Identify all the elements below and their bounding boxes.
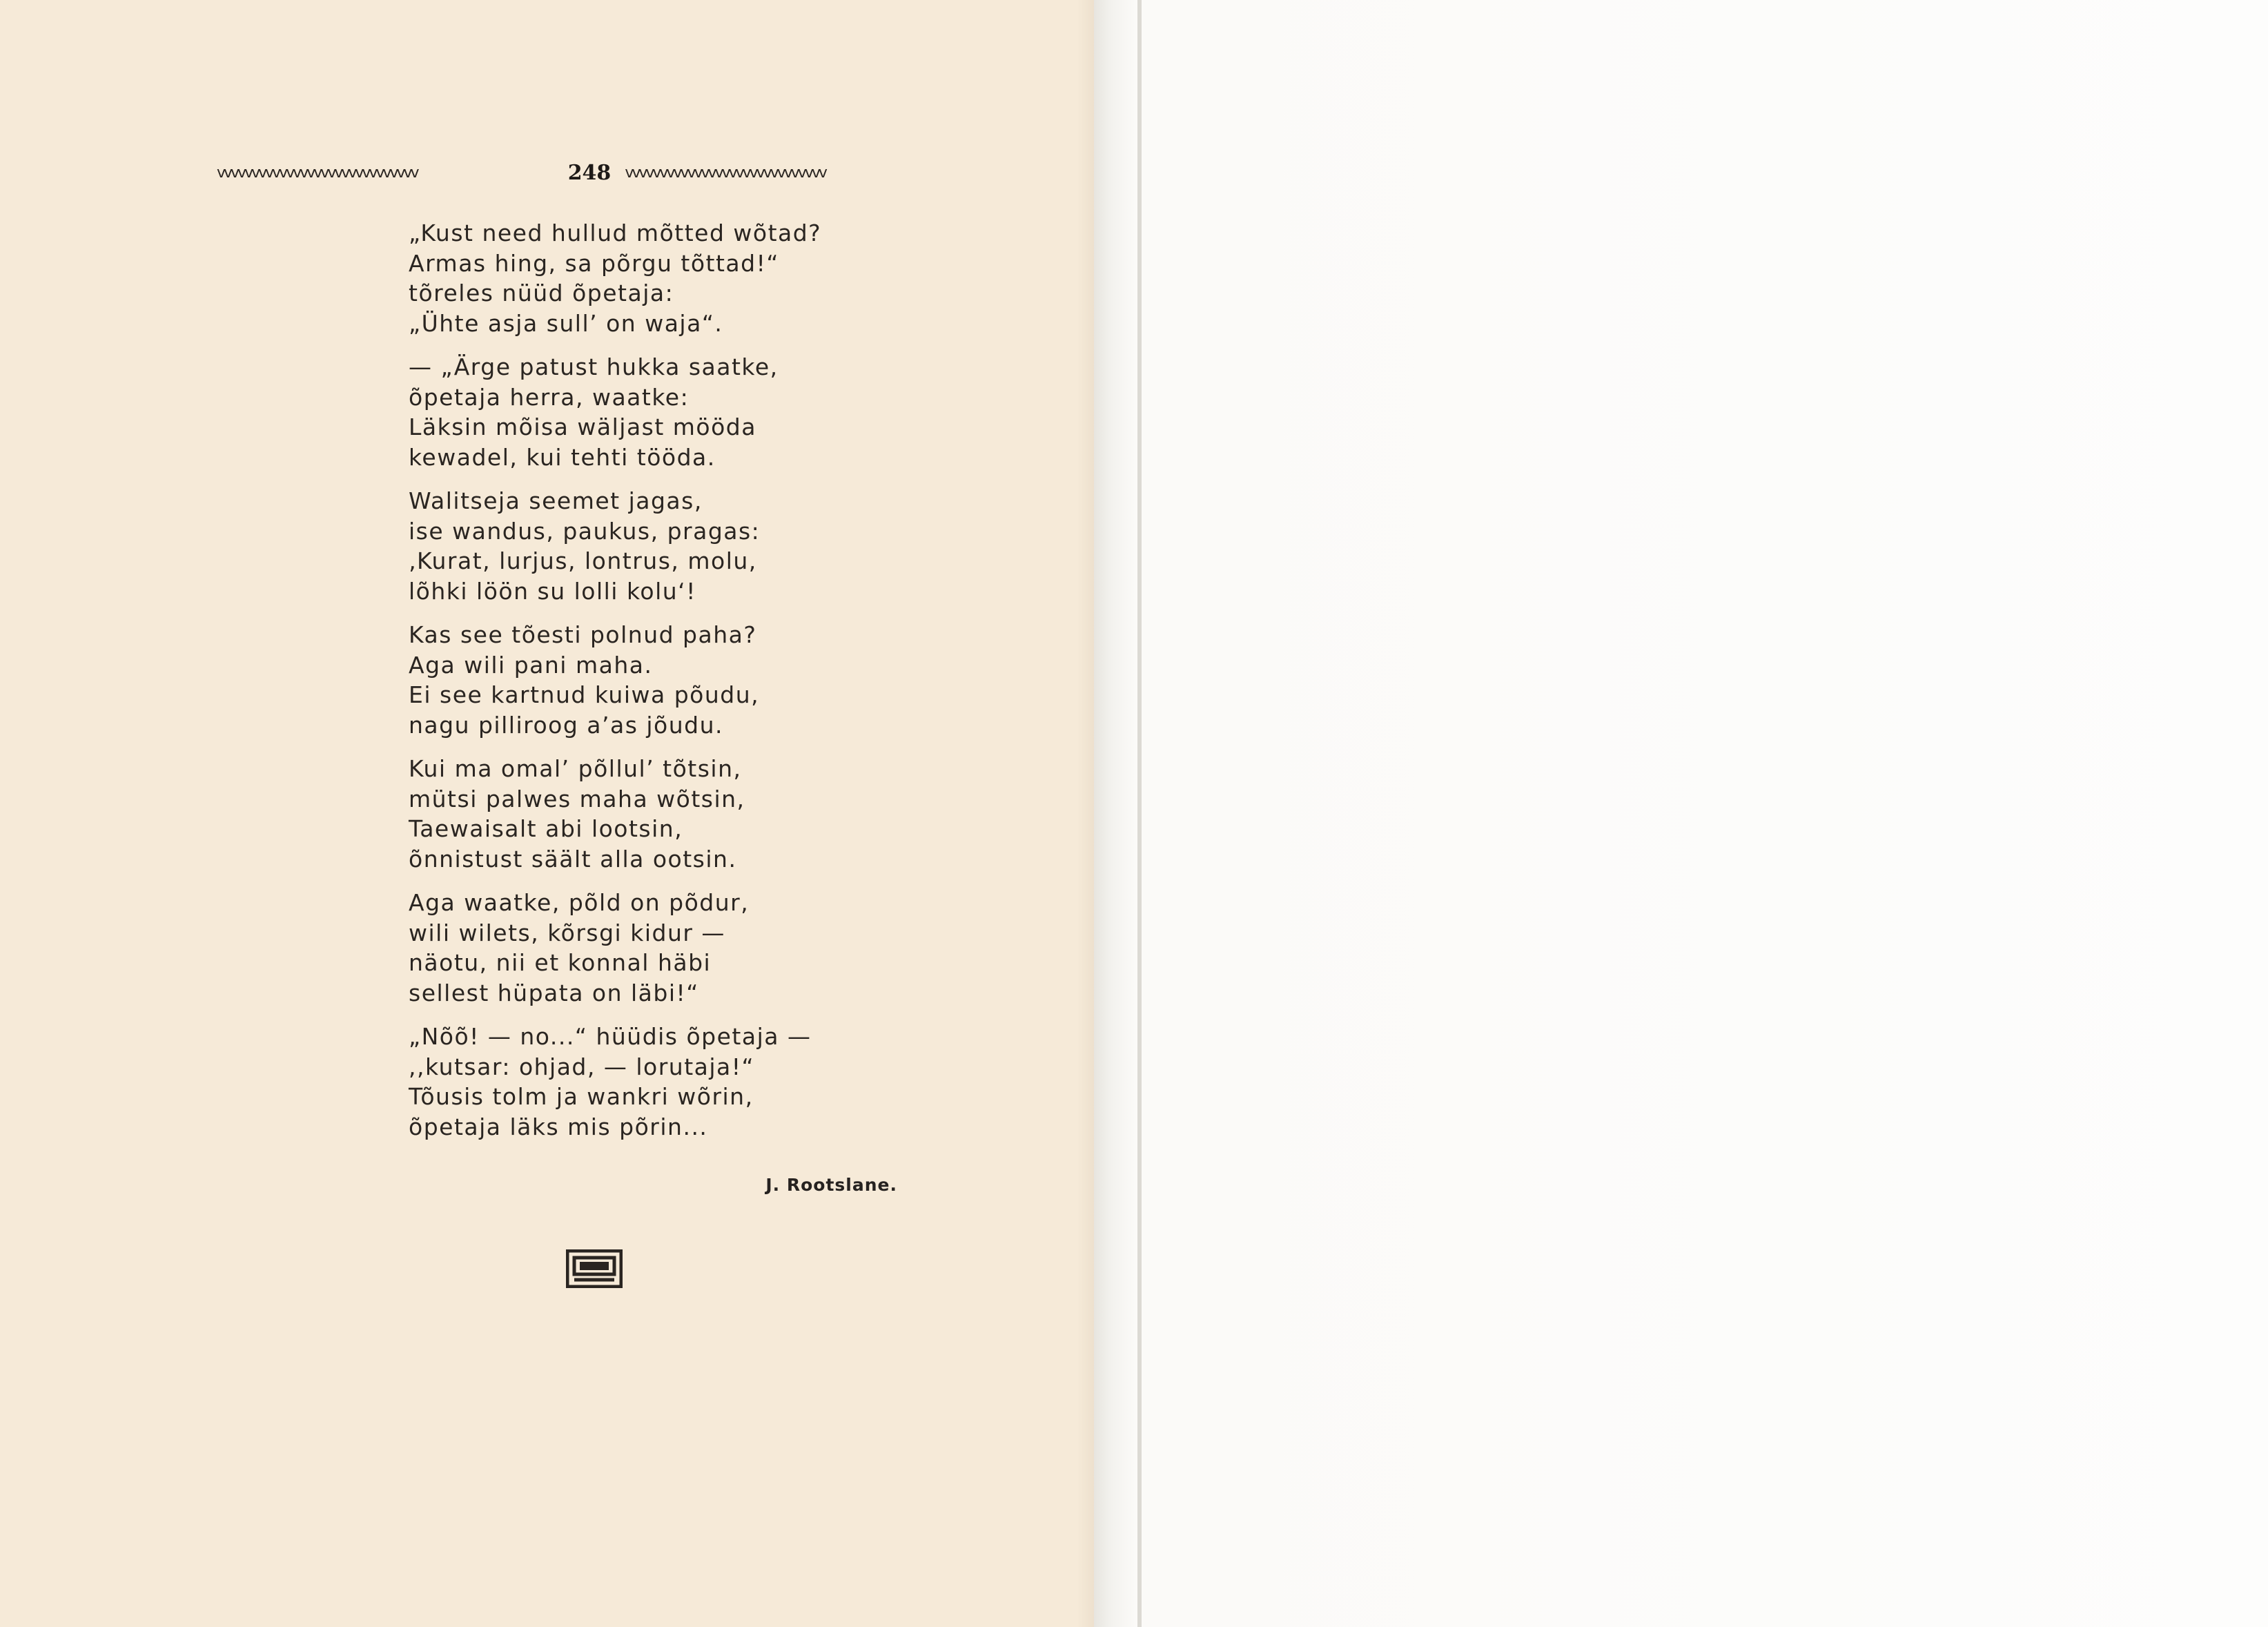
page-fold (1137, 0, 1142, 1627)
stanza (409, 218, 933, 338)
poem-line: lõhki löön su lolli kolu‘! (409, 577, 696, 605)
poem-line: Aga waatke, põld on põdur, (409, 889, 750, 916)
poem-line: — „Ärge patust hukka saatke, (409, 353, 779, 380)
header-ornament-right: vvvvvvvvvvvvvvvvvvvvvvvvvvvvv (625, 164, 825, 182)
stanza (409, 1022, 933, 1142)
poem-line: Kui ma omal’ põllul’ tõtsin, (409, 755, 742, 782)
poem-line: „Nõõ! — no...“ hüüdis õpetaja — (409, 1023, 812, 1050)
poem-line: „Kust need hullud mõtted wõtad? (409, 220, 822, 246)
poem-line: tõreles nüüd õpetaja: (409, 280, 674, 306)
poem-line: ise wandus, paukus, pragas: (409, 517, 761, 545)
poem-line: Läksin mõisa wäljast mööda (409, 413, 756, 440)
header-ornament-left: vvvvvvvvvvvvvvvvvvvvvvvvvvvvv (217, 164, 418, 182)
stanza (409, 620, 933, 740)
poem-line: õnnistust säält alla ootsin. (409, 845, 737, 873)
poem-line: nagu pilliroog a’as jõudu. (409, 711, 724, 739)
stanza (409, 754, 933, 874)
poem-line: õpetaja läks mis põrin... (409, 1113, 708, 1140)
poem-line: Tõusis tolm ja wankri wõrin, (409, 1083, 754, 1110)
poem-line: Armas hing, sa põrgu tõttad!“ (409, 249, 779, 277)
poem-author: J. Rootslane. (765, 1175, 897, 1195)
poem-body (409, 218, 933, 1156)
poem-line: Aga wili pani maha. (409, 651, 653, 679)
poem-line: sellest hüpata on läbi!“ (409, 979, 699, 1006)
poem-line: kewadel, kui tehti tööda. (409, 443, 716, 471)
poem-line: näotu, nii et konnal häbi (409, 949, 712, 976)
running-head (217, 152, 962, 193)
poem-line: wili wilets, kõrsgi kidur — (409, 919, 725, 946)
poem-line: „Ühte asja sull’ on waja“. (409, 309, 723, 337)
poem-line: Walitseja seemet jagas, (409, 487, 703, 514)
poem-line: Taewaisalt abi lootsin, (409, 815, 683, 842)
poem-line: mütsi palwes maha wõtsin, (409, 785, 745, 812)
poem-line: ‚Kurat, lurjus, lontrus, molu, (409, 547, 757, 574)
stanza (409, 486, 933, 606)
poem-line: õpetaja herra, waatke: (409, 383, 690, 411)
poem-line: Kas see tõesti polnud paha? (409, 621, 757, 648)
printer-ornament-icon (566, 1249, 623, 1288)
right-page-blank (1094, 0, 2268, 1627)
page-number: 248 (567, 160, 612, 185)
stanza (409, 888, 933, 1008)
poem-line: Ei see kartnud kuiwa põudu, (409, 681, 760, 708)
stanza (409, 352, 933, 472)
poem-line: ,,kutsar: ohjad, — lorutaja!“ (409, 1053, 755, 1080)
